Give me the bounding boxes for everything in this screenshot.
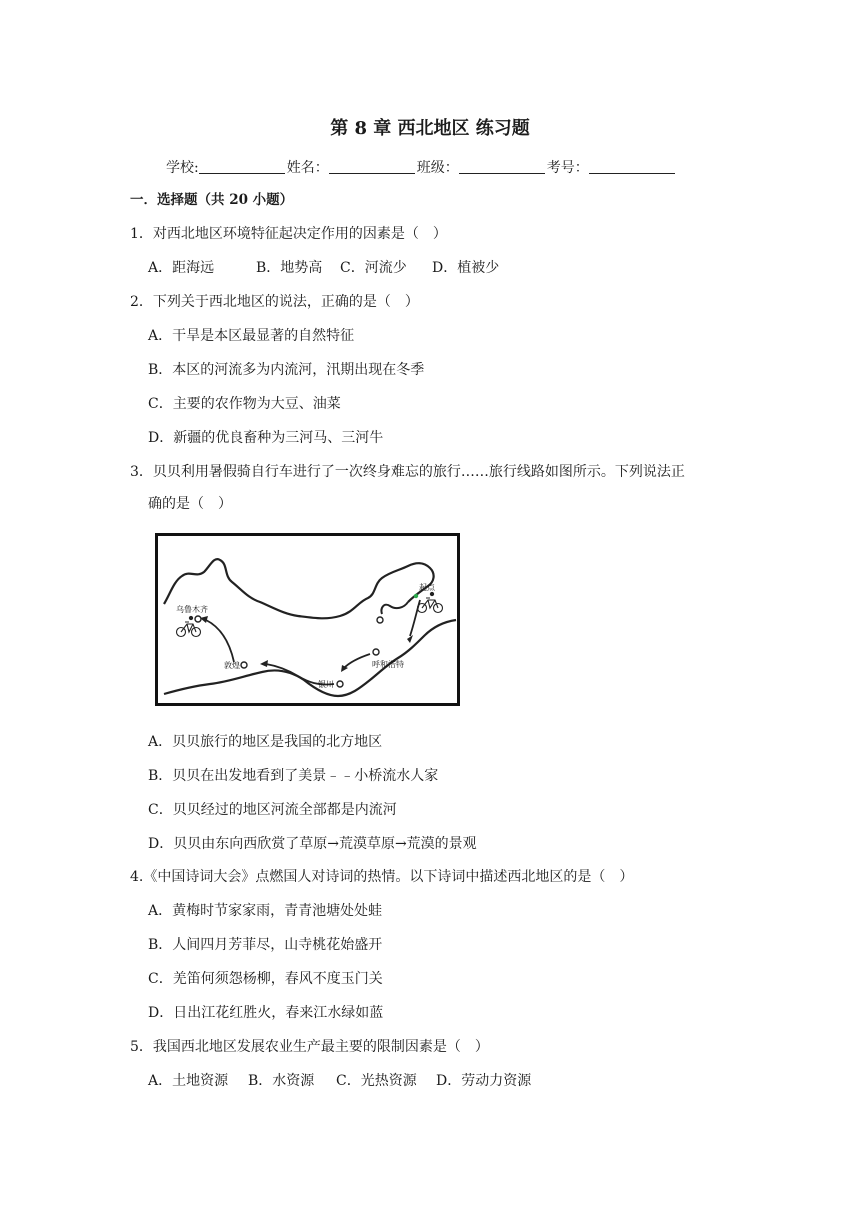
bicycle-icon-start	[418, 592, 443, 612]
question-1-options	[148, 258, 499, 278]
question-3-option-b[interactable]: B．贝贝在出发地看到了美景﹣﹣小桥流水人家	[148, 768, 439, 784]
hohhot-marker	[373, 649, 379, 655]
page-title: 第 8 章 西北地区 练习题	[330, 118, 530, 139]
name-blank[interactable]	[329, 159, 415, 174]
question-3-option-c[interactable]: C．贝贝经过的地区河流全部都是内流河	[148, 802, 397, 818]
question-5-option-b[interactable]: B．水资源	[248, 1073, 315, 1089]
question-3-option-d[interactable]: D．贝贝由东向西欣赏了草原→荒漠草原→荒漠的景观	[148, 836, 477, 852]
question-2-option-c[interactable]: C．主要的农作物为大豆、油菜	[148, 396, 341, 412]
question-5-option-d[interactable]: D．劳动力资源	[436, 1073, 532, 1089]
exam-number-label: 考号：	[546, 160, 589, 176]
question-5-option-c[interactable]: C．光热资源	[336, 1073, 417, 1089]
route-map	[155, 533, 460, 706]
start-point-marker	[414, 594, 418, 598]
question-5-stem: 5．我国西北地区发展农业生产最主要的限制因素是（ ）	[130, 1039, 489, 1055]
route-segment-4	[206, 620, 234, 662]
map-label-yinchuan: 银川	[318, 680, 334, 689]
dunhuang-marker	[241, 662, 247, 668]
route-arrow-1	[407, 635, 413, 643]
question-4-option-b[interactable]: B．人间四月芳菲尽，山寺桃花始盛开	[148, 937, 383, 953]
map-label-urumqi: 乌鲁木齐	[176, 605, 208, 614]
question-4-stem: 4.《中国诗词大会》点燃国人对诗词的热情。以下诗词中描述西北地区的是（ ）	[130, 869, 634, 885]
question-3-option-a[interactable]: A．贝贝旅行的地区是我国的北方地区	[148, 734, 383, 750]
question-4-option-a[interactable]: A．黄梅时节家家雨，青青池塘处处蛙	[148, 903, 383, 919]
yinchuan-marker	[337, 681, 343, 687]
student-info-line	[166, 158, 677, 178]
question-1-option-c[interactable]: C．河流少	[340, 260, 407, 276]
eastern-coast-line	[381, 602, 408, 614]
question-3-stem-line-2: 确的是（ ）	[148, 496, 232, 512]
question-3-stem-line-1: 3．贝贝利用暑假骑自行车进行了一次终身难忘的旅行……旅行线路如图所示。下列说法正	[130, 464, 685, 480]
question-2-stem: 2．下列关于西北地区的说法，正确的是（ ）	[130, 294, 419, 310]
route-map-drawing	[158, 536, 457, 703]
section-heading: 一．选择题（共 20 小题）	[130, 192, 294, 208]
exam-number-blank[interactable]	[589, 159, 675, 174]
school-blank[interactable]	[199, 159, 285, 174]
question-4-option-d[interactable]: D．日出江花红胜火，春来江水绿如蓝	[148, 1005, 384, 1021]
question-2-option-b[interactable]: B．本区的河流多为内流河，汛期出现在冬季	[148, 362, 425, 378]
map-label-dunhuang: 敦煌	[224, 661, 240, 670]
name-label: 姓名：	[286, 160, 329, 176]
school-label: 学校:	[166, 160, 199, 176]
urumqi-marker	[195, 616, 201, 622]
question-5-option-a[interactable]: A．土地资源	[148, 1073, 229, 1089]
question-1-option-d[interactable]: D．植被少	[432, 260, 500, 276]
class-label: 班级：	[416, 160, 459, 176]
route-segment-2	[344, 654, 370, 668]
question-2-option-d[interactable]: D．新疆的优良畜种为三河马、三河牛	[148, 430, 384, 446]
coast-city-marker	[377, 617, 383, 623]
question-1-stem: 1．对西北地区环境特征起决定作用的因素是（ ）	[130, 226, 447, 242]
class-blank[interactable]	[459, 159, 545, 174]
map-label-hohhot: 呼和浩特	[372, 660, 404, 669]
question-1-option-a[interactable]: A．距海远	[148, 260, 215, 276]
question-4-option-c[interactable]: C．羌笛何须怨杨柳，春风不度玉门关	[148, 971, 383, 987]
route-arrow-3	[260, 660, 268, 667]
question-1-option-b[interactable]: B．地势高	[256, 260, 323, 276]
question-2-option-a[interactable]: A．干旱是本区最显著的自然特征	[148, 328, 355, 344]
question-5-options	[148, 1071, 531, 1091]
map-label-start: 起点	[419, 583, 435, 592]
